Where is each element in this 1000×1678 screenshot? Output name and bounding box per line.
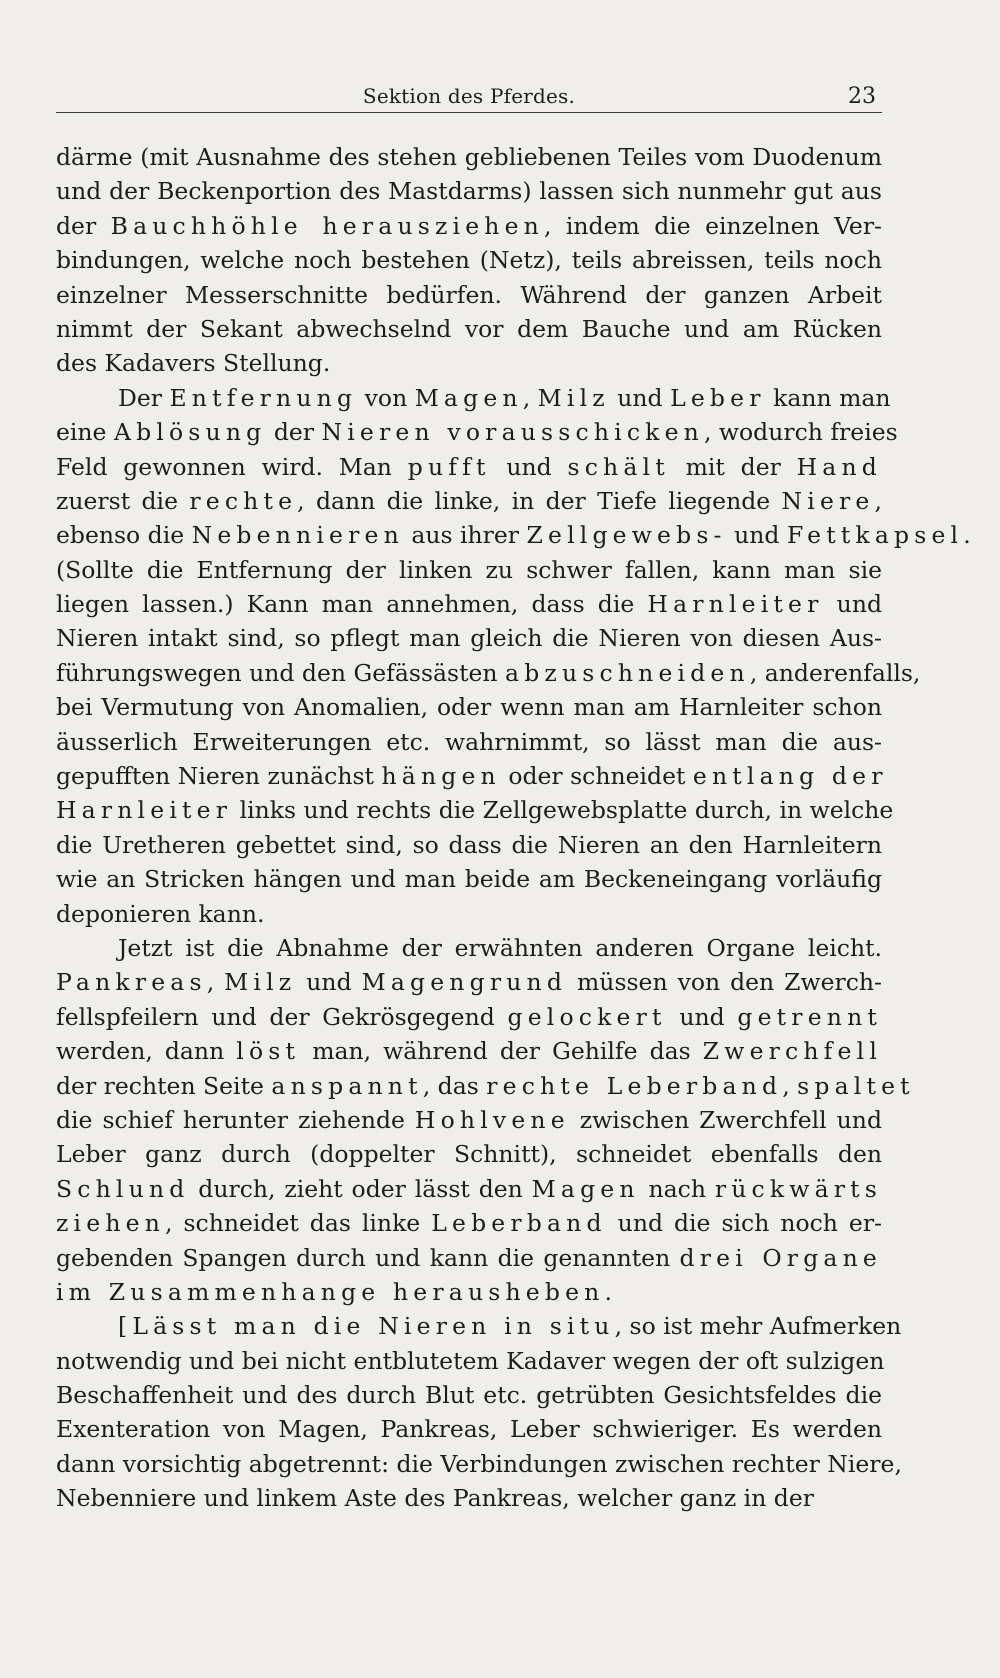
spaced-emphasis: Magengrund bbox=[361, 968, 568, 997]
spaced-emphasis: im Zusammenhange herausheben bbox=[56, 1277, 605, 1306]
spaced-emphasis: Milz bbox=[537, 383, 610, 412]
spaced-emphasis: Nieren vorausschicken bbox=[321, 418, 704, 447]
text-run: bei Vermutung von Anomalien, oder wenn man am Harnleiter schon bbox=[56, 693, 882, 722]
text-run: , indem die einzelnen Ver- bbox=[544, 211, 883, 240]
text-run: Nieren intakt sind, so pflegt man gleich die Nieren von diesen Aus- bbox=[56, 624, 882, 653]
text-line bbox=[56, 1137, 882, 1171]
spaced-emphasis: Schlund bbox=[56, 1174, 190, 1203]
text-run: zwischen Zwerchfell und bbox=[569, 1105, 882, 1134]
text-run: und bbox=[609, 383, 671, 412]
text-run: durch, zieht oder lässt den bbox=[189, 1174, 532, 1203]
text-run: notwendig und bei nicht entblutetem Kadaver wegen der oft sulzigen bbox=[56, 1346, 885, 1375]
text-line bbox=[56, 931, 882, 965]
text-run: , bbox=[782, 1071, 798, 1100]
text-line bbox=[56, 690, 882, 724]
text-run: eine bbox=[56, 418, 114, 447]
spaced-emphasis: ziehen bbox=[56, 1209, 166, 1238]
spaced-emphasis: Hand bbox=[796, 452, 882, 481]
spaced-emphasis: Ablösung bbox=[113, 418, 267, 447]
text-run: und der Beckenportion des Mastdarms) lassen sich nunmehr gut aus bbox=[56, 177, 882, 206]
spaced-emphasis: Zellgewebs- bbox=[526, 521, 727, 550]
spaced-emphasis: Harnleiter bbox=[56, 796, 233, 825]
text-line bbox=[56, 140, 882, 174]
text-line bbox=[56, 965, 882, 999]
text-run: kann man bbox=[765, 383, 891, 412]
text-run: , das bbox=[422, 1071, 487, 1100]
page-number: 23 bbox=[848, 84, 876, 109]
text-run: und bbox=[823, 590, 882, 619]
text-run: und bbox=[726, 521, 787, 550]
text-run: , bbox=[874, 486, 882, 515]
spaced-emphasis: Magen bbox=[414, 383, 523, 412]
running-header bbox=[56, 78, 882, 113]
text-run: der bbox=[266, 418, 322, 447]
text-line bbox=[56, 1000, 882, 1034]
spaced-emphasis: anspannt bbox=[271, 1071, 423, 1100]
text-run: zuerst die bbox=[56, 486, 190, 515]
text-run: Beschaffenheit und des durch Blut etc. getrübten Gesichtsfeldes die bbox=[56, 1381, 882, 1410]
text-run: führungswegen und den Gefässästen bbox=[56, 658, 506, 687]
text-line bbox=[56, 1241, 882, 1275]
text-run: man, während der Gehilfe das bbox=[300, 1037, 703, 1066]
text-line bbox=[56, 587, 882, 621]
text-line bbox=[56, 484, 882, 518]
text-run: äusserlich Erweiterungen etc. wahrnimmt, so lässt man die aus- bbox=[56, 727, 882, 756]
text-run: Exenteration von Magen, Pankreas, Leber schwieriger. Es werden bbox=[56, 1415, 882, 1444]
text-run: liegen lassen.) Kann man annehmen, dass die bbox=[56, 590, 648, 619]
text-line bbox=[56, 1069, 915, 1103]
spaced-emphasis: rückwärts bbox=[714, 1174, 883, 1203]
text-line bbox=[56, 518, 971, 552]
spaced-emphasis: hängen bbox=[381, 762, 501, 791]
text-run: ebenso die bbox=[56, 521, 192, 550]
spaced-emphasis: [Lässt man die Nieren in situ bbox=[118, 1312, 615, 1341]
text-run: , schneidet das linke bbox=[165, 1209, 432, 1238]
text-line bbox=[56, 1206, 882, 1240]
text-line bbox=[56, 381, 891, 415]
spaced-emphasis: Leberband bbox=[431, 1209, 607, 1238]
text-line bbox=[56, 725, 882, 759]
spaced-emphasis: Nebennieren bbox=[191, 521, 404, 550]
spaced-emphasis: Pankreas bbox=[56, 968, 207, 997]
text-line bbox=[56, 1447, 902, 1481]
text-run: und die sich noch er- bbox=[606, 1209, 882, 1238]
text-run: bindungen, welche noch bestehen (Netz), teils abreissen, teils noch bbox=[56, 246, 882, 275]
spaced-emphasis: Leber bbox=[670, 383, 766, 412]
spaced-emphasis: entlang der bbox=[692, 762, 888, 791]
text-run: gebenden Spangen durch und kann die genannten bbox=[56, 1243, 680, 1272]
text-run: die Uretheren gebettet sind, so dass die Nieren an den Harnleitern bbox=[56, 830, 882, 859]
spaced-emphasis: löst bbox=[236, 1037, 301, 1066]
spaced-emphasis: Entfernung bbox=[169, 383, 358, 412]
text-run: dann vorsichtig abgetrennt: die Verbindungen zwischen rechter Niere, bbox=[56, 1449, 902, 1478]
spaced-emphasis: Fettkapsel bbox=[786, 521, 964, 550]
text-line bbox=[56, 278, 882, 312]
text-line bbox=[56, 1378, 882, 1412]
text-run: (Sollte die Entfernung der linken zu schwer fallen, kann man sie bbox=[56, 555, 882, 584]
text-line bbox=[56, 1103, 882, 1137]
text-run: die schief herunter ziehende bbox=[56, 1105, 415, 1134]
spaced-emphasis: spaltet bbox=[797, 1071, 915, 1100]
text-line bbox=[56, 1309, 902, 1343]
text-line bbox=[56, 793, 894, 827]
text-run: . bbox=[604, 1277, 612, 1306]
text-run: Der bbox=[118, 383, 170, 412]
spaced-emphasis: drei Organe bbox=[679, 1243, 882, 1272]
text-line bbox=[56, 1344, 885, 1378]
text-run: des Kadavers Stellung. bbox=[56, 349, 331, 378]
spaced-emphasis: Zwerchfell bbox=[702, 1037, 882, 1066]
text-run: müssen von den Zwerch- bbox=[567, 968, 882, 997]
spaced-emphasis: pufft bbox=[407, 452, 491, 481]
spaced-emphasis: Milz bbox=[224, 968, 297, 997]
text-line bbox=[56, 346, 882, 380]
text-line bbox=[56, 897, 882, 931]
text-line bbox=[56, 1172, 882, 1206]
text-run: Jetzt ist die Abnahme der erwähnten anderen Organe leicht. bbox=[118, 933, 882, 962]
spaced-emphasis: Magen bbox=[531, 1174, 640, 1203]
spaced-emphasis: Bauchhöhle herausziehen bbox=[110, 211, 544, 240]
text-run: aus ihrer bbox=[403, 521, 527, 550]
text-run: wie an Stricken hängen und man beide am Beckeneingang vorläufig bbox=[56, 865, 882, 894]
text-line bbox=[56, 174, 882, 208]
text-line bbox=[56, 828, 882, 862]
text-run: oder schneidet bbox=[500, 762, 693, 791]
text-line bbox=[56, 656, 921, 690]
spaced-emphasis: Niere bbox=[781, 486, 875, 515]
running-title: Sektion des Pferdes. bbox=[362, 84, 576, 108]
text-line bbox=[56, 862, 882, 896]
body-text bbox=[56, 140, 971, 1516]
text-run: , bbox=[206, 968, 225, 997]
text-run: . bbox=[963, 521, 971, 550]
text-run: Leber ganz durch (doppelter Schnitt), schneidet ebenfalls den bbox=[56, 1140, 882, 1169]
spaced-emphasis: rechte bbox=[189, 486, 298, 515]
spaced-emphasis: Hohlvene bbox=[414, 1105, 570, 1134]
spaced-emphasis: schält bbox=[567, 452, 670, 481]
text-run: gepufften Nieren zunächst bbox=[56, 762, 382, 791]
text-run: und bbox=[296, 968, 362, 997]
spaced-emphasis: gelockert bbox=[507, 1002, 667, 1031]
text-run: deponieren kann. bbox=[56, 899, 265, 928]
text-line bbox=[56, 759, 888, 793]
text-run: , bbox=[522, 383, 538, 412]
text-line bbox=[56, 621, 882, 655]
text-run: mit der bbox=[669, 452, 797, 481]
text-run: , anderenfalls, bbox=[749, 658, 921, 687]
text-line bbox=[56, 1412, 882, 1446]
text-line bbox=[56, 312, 882, 346]
text-run: Nebenniere und linkem Aste des Pankreas, welcher ganz in der bbox=[56, 1484, 814, 1513]
text-line bbox=[56, 553, 882, 587]
text-run: därme (mit Ausnahme des stehen gebliebenen Teiles vom Duodenum bbox=[56, 143, 882, 171]
text-run: , wodurch freies bbox=[703, 418, 898, 447]
text-run: nach bbox=[639, 1174, 715, 1203]
text-run: Feld gewonnen wird. Man bbox=[56, 452, 408, 481]
text-run: links und rechts die Zellgewebsplatte durch, in welche bbox=[232, 796, 894, 825]
text-run: der rechten Seite bbox=[56, 1071, 272, 1100]
text-line bbox=[56, 1481, 882, 1515]
text-line bbox=[56, 415, 898, 449]
spaced-emphasis: Harnleiter bbox=[647, 590, 824, 619]
text-run: nimmt der Sekant abwechselnd vor dem Bauche und am Rücken bbox=[56, 314, 882, 343]
spaced-emphasis: getrennt bbox=[737, 1002, 882, 1031]
text-line bbox=[56, 1034, 882, 1068]
text-line bbox=[56, 1275, 882, 1309]
text-run: und bbox=[666, 1002, 738, 1031]
text-run: , dann die linke, in der Tiefe liegende bbox=[297, 486, 782, 515]
text-run: einzelner Messerschnitte bedürfen. Während der ganzen Arbeit bbox=[56, 280, 882, 309]
text-run: von bbox=[357, 383, 415, 412]
spaced-emphasis: rechte Leberband bbox=[486, 1071, 783, 1100]
text-line bbox=[56, 209, 882, 243]
text-run: der bbox=[56, 211, 111, 240]
text-run: , so ist mehr Aufmerken bbox=[614, 1312, 902, 1341]
text-line bbox=[56, 450, 882, 484]
text-run: werden, dann bbox=[56, 1037, 237, 1066]
spaced-emphasis: abzuschneiden bbox=[505, 658, 750, 687]
text-run: fellspfeilern und der Gekrösgegend bbox=[56, 1002, 508, 1031]
text-run: und bbox=[490, 452, 568, 481]
text-line bbox=[56, 243, 882, 277]
